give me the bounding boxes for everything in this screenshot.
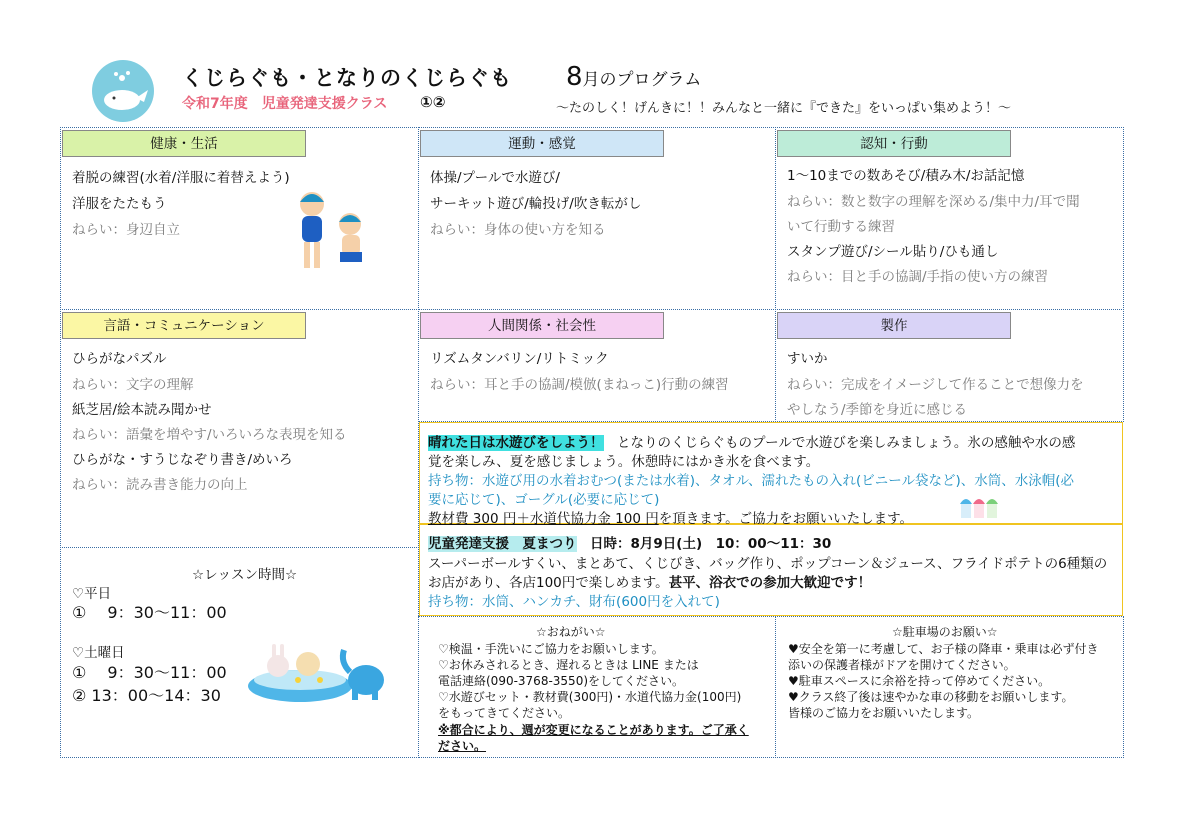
requests-title: ☆おねがい☆: [536, 625, 606, 639]
language-line: ひらがな・すうじなぞり書き/めいろ: [72, 452, 293, 468]
month-suffix: 月のプログラム: [582, 70, 702, 90]
festival-line1: スーパーボールすくい、まとあて、くじびき、バッグ作り、ポップコーン＆ジュース、フライドポテトの6種類の: [428, 556, 1108, 572]
parking-line: ♥安全を第一に考慮して、お子様の降車・乗車は必ず付き: [788, 642, 1099, 656]
page-subtitle: 令和7年度 児童発達支援クラス: [182, 96, 388, 112]
social-line: リズムタンバリン/リトミック: [430, 351, 609, 367]
water-fee: 教材費 300 円＋水道代協力金 100 円を頂きます。ご協力をお願いいたします。: [428, 511, 914, 527]
festival-title: [428, 532, 831, 552]
health-aim: ねらい：身辺自立: [72, 222, 180, 238]
parking-line: 皆様のご協力をお願いいたします。: [788, 706, 980, 720]
motor-line: サーキット遊び/輪投げ/吹き転がし: [430, 196, 642, 212]
language-aim: ねらい：語彙を増やす/いろいろな表現を知る: [72, 427, 347, 443]
month-heading: [566, 62, 701, 92]
language-aim: ねらい：文字の理解: [72, 377, 194, 393]
month-number: 8: [566, 62, 583, 92]
tagline: ～たのしく！げんきに！！みんなと一緒に『できた』をいっぱい集めよう！～: [556, 101, 1012, 116]
craft-header: 製作: [777, 312, 1011, 339]
festival-line2: お店があり、各店100円で楽しめます。甚平、浴衣での参加大歓迎です！: [428, 575, 872, 591]
lesson-weekday: ♡平日: [72, 586, 112, 602]
water-line1: 晴れた日は水遊びをしよう！ となりのくじらぐものプールで水遊びを楽しみましょう。氷の感触や水の感: [428, 435, 1076, 451]
parking-line: 添いの保護者様がドアを開けてください。: [788, 658, 1016, 672]
lesson-weekday-time: ① 9：30～11：00: [72, 603, 227, 622]
festival-date: 日時：8月9日(土) 10：00～11：30: [576, 536, 832, 552]
pool-animals-illustration-icon: [244, 620, 394, 708]
requests-line: ♡水遊びセット・教材費(300円)・水道代協力金(100円): [438, 690, 742, 704]
craft-aim: やしなう/季節を身近に感じる: [787, 402, 968, 418]
cognition-aim: ねらい：数と数字の理解を深める/集中力/耳で聞: [787, 194, 1080, 210]
cognition-line: 1～10までの数あそび/積み木/お話記憶: [787, 168, 1025, 184]
cognition-aim: ねらい：目と手の協調/手指の使い方の練習: [787, 269, 1049, 285]
festival-items: 持ち物：水筒、ハンカチ、財布(600円を入れて): [428, 594, 720, 610]
festival-heading: 児童発達支援 夏まつり: [428, 536, 577, 552]
lesson-sat-time: ① 9：30～11：00: [72, 663, 227, 682]
craft-aim: ねらい：完成をイメージして作ることで想像力を: [787, 377, 1084, 393]
parking-line: ♥駐車スペースに余裕を持って停めてください。: [788, 674, 1051, 688]
language-header: 言語・コミュニケーション: [62, 312, 306, 339]
motor-line: 体操/プールで水遊び/: [430, 170, 560, 186]
parking-line: ♥クラス終了後は速やかな車の移動をお願いします。: [788, 690, 1074, 704]
water-items: 要に応じて)、ゴーグル(必要に応じて): [428, 492, 660, 508]
language-line: 紙芝居/絵本読み聞かせ: [72, 402, 212, 418]
page-title: くじらぐも・となりのくじらぐも: [182, 66, 512, 90]
shaved-ice-icon: [958, 494, 1000, 522]
lesson-saturday: ♡土曜日: [72, 645, 125, 661]
motor-header: 運動・感覚: [420, 130, 664, 157]
cognition-line: スタンプ遊び/シール貼り/ひも通し: [787, 244, 999, 260]
requests-line: をもってきてください。: [438, 706, 571, 720]
swimmers-illustration-icon: [278, 182, 380, 274]
cognition-header: 認知・行動: [777, 130, 1011, 157]
water-line2: 覚を楽しみ、夏を感じましょう。休憩時にはかき氷を食べます。: [428, 454, 820, 470]
motor-aim: ねらい：身体の使い方を知る: [430, 222, 606, 238]
language-line: ひらがなパズル: [72, 351, 167, 367]
water-heading: 晴れた日は水遊びをしよう！: [428, 435, 604, 451]
social-aim: ねらい：耳と手の協調/模倣(まねっこ)行動の練習: [430, 377, 729, 393]
health-header: 健康・生活: [62, 130, 306, 157]
social-header: 人間関係・社会性: [420, 312, 664, 339]
cognition-aim: いて行動する練習: [787, 219, 895, 235]
lesson-sat-time: ② 13：00～14：30: [72, 686, 221, 705]
health-line: 着脱の練習(水着/洋服に着替えよう): [72, 170, 290, 186]
health-line: 洋服をたたもう: [72, 196, 167, 212]
requests-line: ♡検温・手洗いにご協力をお願いします。: [438, 642, 664, 656]
craft-line: すいか: [787, 351, 828, 367]
water-items: 持ち物：水遊び用の水着おむつ(または水着)、タオル、濡れたもの入れ(ビニール袋など)、水筒、水泳帽(必: [428, 473, 1074, 489]
requests-line: ♡お休みされるとき、遅れるときは LINE または: [438, 658, 699, 672]
requests-line: 電話連絡(090-3768-3550)をしてください。: [438, 674, 685, 688]
class-numbers: ①②: [420, 93, 446, 111]
parking-title: ☆駐車場のお願い☆: [892, 625, 998, 639]
language-aim: ねらい：読み書き能力の向上: [72, 477, 248, 493]
whale-logo-icon: [92, 60, 154, 122]
requests-note: ※都合により、週が変更になることがあります。ご了承く: [438, 723, 749, 737]
lesson-title: ☆レッスン時間☆: [192, 567, 298, 583]
requests-note: ださい。: [438, 739, 487, 753]
